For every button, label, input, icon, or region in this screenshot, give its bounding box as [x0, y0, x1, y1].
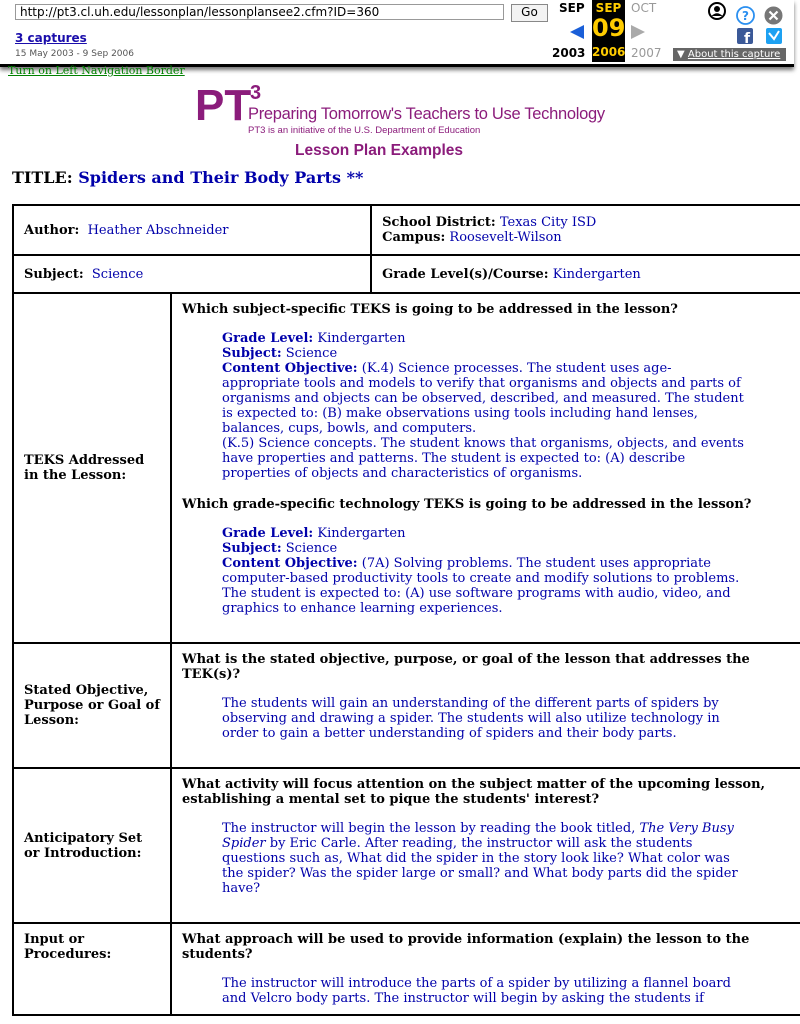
grade-level-label-2: Grade Level:	[222, 526, 314, 541]
anticipatory-answer	[222, 821, 752, 896]
about-capture-label: About this capture	[687, 49, 781, 60]
input-answer: The instructor will introduce the parts of a spider by utilizing a flannel board and Velcro body parts. The instructor will begin by asking the students if	[222, 976, 731, 1006]
grade-value: Kindergarten	[552, 266, 641, 282]
current-capture	[592, 0, 625, 62]
grade-label: Grade Level(s)/Course:	[382, 266, 549, 282]
subject-cell	[13, 255, 371, 293]
table-row	[13, 293, 800, 643]
table-row	[13, 643, 800, 768]
pt3-logo	[195, 81, 635, 166]
subject-label-2: Subject:	[222, 346, 282, 361]
current-year: 2006	[592, 45, 626, 59]
wayback-toolbar	[0, 0, 794, 67]
content-objective-1a: (K.4) Science processes. The student uses age- appropriate tools and models to verify that organisms and objects and parts of organisms and objects can be observed, described, and measured. The student is expected to: (B) make observations using tools including hand lenses, balances, cups, bowls, and computers.	[222, 361, 744, 436]
anticipatory-content	[171, 768, 800, 923]
content-objective-label: Content Objective:	[222, 361, 358, 376]
logo-sup: 3	[250, 82, 262, 104]
go-button[interactable]: Go	[511, 4, 548, 22]
user-account-icon[interactable]	[708, 2, 726, 20]
svg-text:f: f	[743, 31, 751, 44]
table-row	[13, 768, 800, 923]
teks-label: TEKS Addressed in the Lesson:	[13, 293, 171, 643]
subject-value: Science	[91, 266, 144, 282]
objective-content	[171, 643, 800, 768]
logo-tagline: Preparing Tomorrow's Teachers to Use Technology	[248, 105, 605, 123]
input-question: What approach will be used to provide information (explain) the lesson to the students?	[182, 932, 750, 962]
teks-question-subject: Which subject-specific TEKS is going to be addressed in the lesson?	[182, 302, 678, 317]
logo-pt: PT	[195, 81, 252, 130]
capture-range: 15 May 2003 - 9 Sep 2006	[15, 49, 134, 59]
author-value: Heather Abschneider	[87, 222, 229, 238]
next-year: 2007	[631, 46, 662, 60]
lesson-plan-table	[12, 204, 800, 1016]
grade-level-label: Grade Level:	[222, 331, 314, 346]
book-title: The Very Busy Spider	[222, 821, 734, 851]
subject-label: Subject:	[24, 266, 84, 282]
table-row	[13, 205, 800, 255]
title-value: Spiders and Their Body Parts **	[78, 168, 364, 187]
subject-value-2: Science	[285, 346, 338, 361]
content-objective-1b: (K.5) Science concepts. The student knows that organisms, objects, and events have properties and patterns. The student is expected to: (A) describe properties of objects and characteristics of organisms.	[222, 436, 744, 481]
campus-label: Campus:	[382, 230, 446, 245]
table-row	[13, 923, 800, 1015]
grade-level-value-2: Kindergarten	[317, 526, 406, 541]
help-icon[interactable]	[736, 6, 755, 25]
prev-capture-icon[interactable]	[569, 24, 585, 40]
title-label: TITLE:	[12, 168, 73, 187]
grade-level-value: Kindergarten	[317, 331, 406, 346]
about-capture-link[interactable]	[673, 48, 786, 61]
grade-cell	[371, 255, 800, 293]
author-label: Author:	[24, 222, 80, 238]
captures-link[interactable]: 3 captures	[15, 31, 87, 45]
objective-question: What is the stated objective, purpose, or goal of the lesson that addresses the TEK(s)?	[182, 652, 750, 682]
teks-answer-subject	[222, 331, 752, 481]
next-capture-icon	[630, 24, 646, 40]
twitter-icon[interactable]	[766, 28, 782, 44]
current-day: 09	[592, 14, 626, 42]
facebook-icon[interactable]	[737, 28, 753, 44]
anticipatory-question: What activity will focus attention on the subject matter of the upcoming lesson, establishing a mental set to pique the students' interest?	[182, 777, 766, 807]
objective-answer: The students will gain an understanding of the different parts of spiders by observing and drawing a spider. The students will also utilize technology in order to gain a better understanding of spiders and their body parts.	[222, 696, 720, 741]
current-month: SEP	[595, 1, 622, 15]
anticipatory-answer-post: by Eric Carle. After reading, the instructor will ask the students questions such as, What did the spider in the story look like? What color was the spider? Was the spider large or small? and What body parts did the spider have?	[222, 836, 738, 896]
content-objective-2: (7A) Solving problems. The student uses appropriate computer-based productivity tools to create and modify solutions to problems. The student is expected to: (A) use software programs with audio, video, and graphics to enhance learning experiences.	[222, 556, 740, 616]
anticipatory-answer-pre: The instructor will begin the lesson by reading the book titled,	[222, 821, 640, 836]
prev-year[interactable]: 2003	[552, 46, 586, 60]
nav-border-toggle-link[interactable]: Turn on Left Navigation Border	[8, 64, 185, 77]
prev-month[interactable]: SEP	[559, 1, 585, 15]
logo-initiative: PT3 is an initiative of the U.S. Department of Education	[248, 125, 481, 136]
teks-answer-technology	[222, 526, 752, 616]
next-month: OCT	[631, 1, 657, 15]
lesson-title	[12, 168, 363, 187]
district-value: Texas City ISD	[499, 215, 597, 230]
input-content	[171, 923, 800, 1015]
campus-value: Roosevelt-Wilson	[449, 230, 562, 245]
svg-text:?: ?	[742, 9, 749, 23]
teks-content	[171, 293, 800, 643]
input-label: Input or Procedures:	[13, 923, 171, 1015]
subject-label-3: Subject:	[222, 541, 282, 556]
teks-question-technology: Which grade-specific technology TEKS is going to be addressed in the lesson?	[182, 497, 752, 512]
anticipatory-label: Anticipatory Set or Introduction:	[13, 768, 171, 923]
table-row	[13, 255, 800, 293]
author-cell	[13, 205, 371, 255]
wayback-url-input[interactable]: http://pt3.cl.uh.edu/lessonplan/lessonplansee2.cfm?ID=360	[15, 4, 504, 20]
section-title: Lesson Plan Examples	[295, 142, 463, 159]
caret-down-icon: ▼	[677, 49, 685, 60]
subject-value-3: Science	[285, 541, 338, 556]
district-cell	[371, 205, 800, 255]
district-label: School District:	[382, 215, 496, 230]
content-objective-label-2: Content Objective:	[222, 556, 358, 571]
objective-label: Stated Objective, Purpose or Goal of Lesson:	[13, 643, 171, 768]
close-icon[interactable]	[764, 6, 783, 25]
